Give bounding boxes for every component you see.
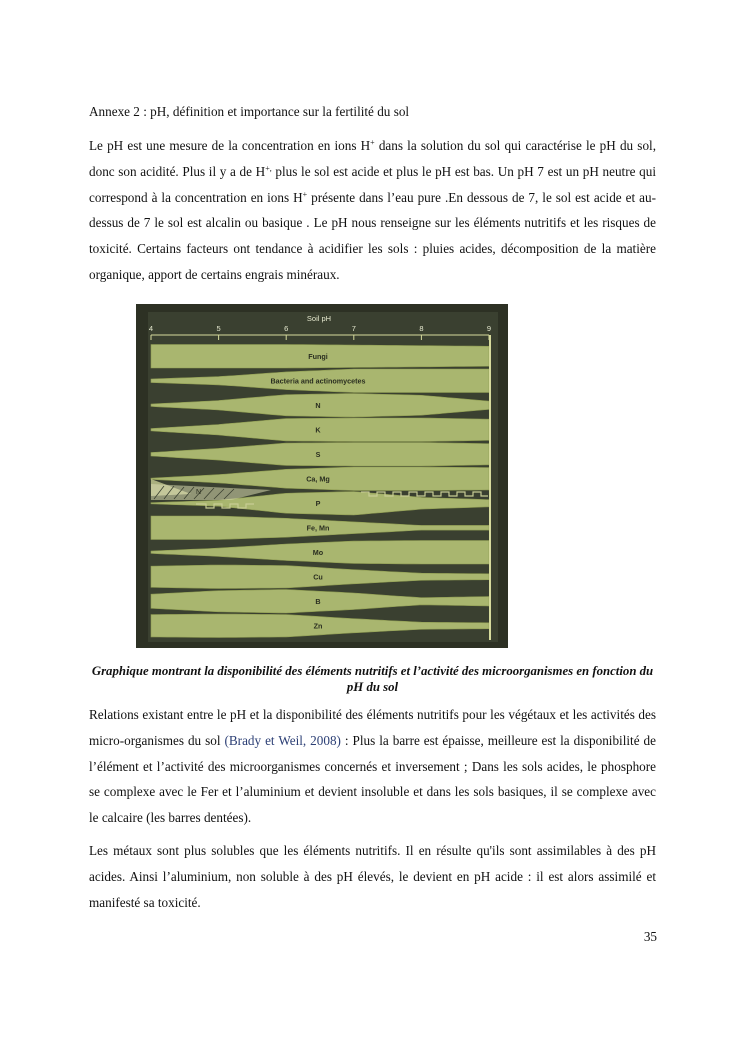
h-plus-superscript: +, bbox=[265, 163, 272, 173]
ph-tick-label: 5 bbox=[216, 324, 221, 333]
figure-right-border bbox=[489, 335, 491, 640]
citation: (Brady et Weil, 2008) bbox=[224, 732, 341, 748]
nutrient-band-label: Cu bbox=[313, 572, 323, 582]
h-plus-superscript: + bbox=[302, 189, 308, 199]
intro-text-2: dans la solution du sol qui caractérise le pH du sol, donc son acidité. Plus il y a de H bbox=[89, 138, 656, 179]
metals-paragraph: Les métaux sont plus solubles que les éléments nutritifs. Il en résulte qu'ils sont assimilables à des pH acides. Ainsi l’aluminium, non soluble à des pH élevés, le devient en pH acide : il est alors assimilé et manifesté sa toxicité. bbox=[89, 843, 656, 910]
annex-title: Annexe 2 : pH, définition et importance sur la fertilité du sol bbox=[89, 104, 410, 119]
relations-text-2: : Plus la barre est épaisse, meilleure est la disponibilité de l’élément et l’activité des microorganismes concernés et inversement ; Dans les sols acides, le phosphore se complexe avec le Fer et l’aluminium et devient insoluble et dans les sols basiques, il se complexe avec le calcaire (les barres dentées). bbox=[89, 732, 656, 826]
nutrient-band-label: N bbox=[315, 401, 321, 411]
nutrient-band-label: Fungi bbox=[308, 352, 328, 362]
nutrient-band-label: Ca, Mg bbox=[306, 474, 330, 484]
h-plus-superscript: + bbox=[370, 138, 375, 147]
ph-tick-label: 8 bbox=[419, 324, 424, 333]
ph-tick-label: 4 bbox=[148, 324, 154, 333]
nutrient-band-label: K bbox=[315, 425, 321, 435]
figure-caption: Graphique montrant la disponibilité des éléments nutritifs et l’activité des microorganismes en fonction du pH du sol bbox=[91, 664, 654, 694]
nutrient-band-label: Bacteria and actinomycetes bbox=[270, 376, 366, 386]
page-number: 35 bbox=[643, 929, 657, 944]
nutrient-band-label: B bbox=[315, 597, 321, 607]
ph-tick-label: 6 bbox=[284, 324, 289, 333]
intro-paragraph bbox=[89, 133, 656, 288]
nutrient-band-label: S bbox=[315, 450, 321, 460]
nutrient-band-label: Zn bbox=[313, 621, 323, 631]
soil-ph-figure bbox=[136, 304, 508, 648]
relations-text-1: Relations existant entre le pH et la disponibilité des éléments nutritifs pour les végétaux et les activités des micro-organismes du sol bbox=[89, 707, 656, 748]
soil-ph-diagram bbox=[136, 304, 508, 648]
nutrient-band-label: Mo bbox=[312, 548, 324, 558]
figure-title: Soil pH bbox=[306, 314, 332, 323]
nutrient-band-label: Fe, Mn bbox=[306, 523, 330, 533]
relations-paragraph bbox=[89, 702, 656, 831]
intro-text-4: présente dans l’eau pure .En dessous de 7, le sol est acide et au-dessus de 7 le sol est alcalin ou basique . Le pH nous renseigne sur les éléments nutritifs et les risques de toxicité. Certains facteurs ont tendance à acidifier les sols : pluies acides, décomposition de la matière organique, apport de certains engrais minéraux. bbox=[89, 189, 656, 282]
intro-text-3: plus le sol est acide et plus le pH est bas. Un pH 7 est un pH neutre qui correspond à la concentration en ions H bbox=[89, 163, 656, 205]
ph-tick-label: 9 bbox=[486, 324, 492, 333]
hatch-label-n: N bbox=[196, 489, 202, 496]
ph-tick-label: 7 bbox=[351, 324, 356, 333]
intro-text-1: Le pH est une mesure de la concentration en ions H bbox=[89, 138, 371, 153]
nutrient-band-label: P bbox=[315, 499, 321, 509]
